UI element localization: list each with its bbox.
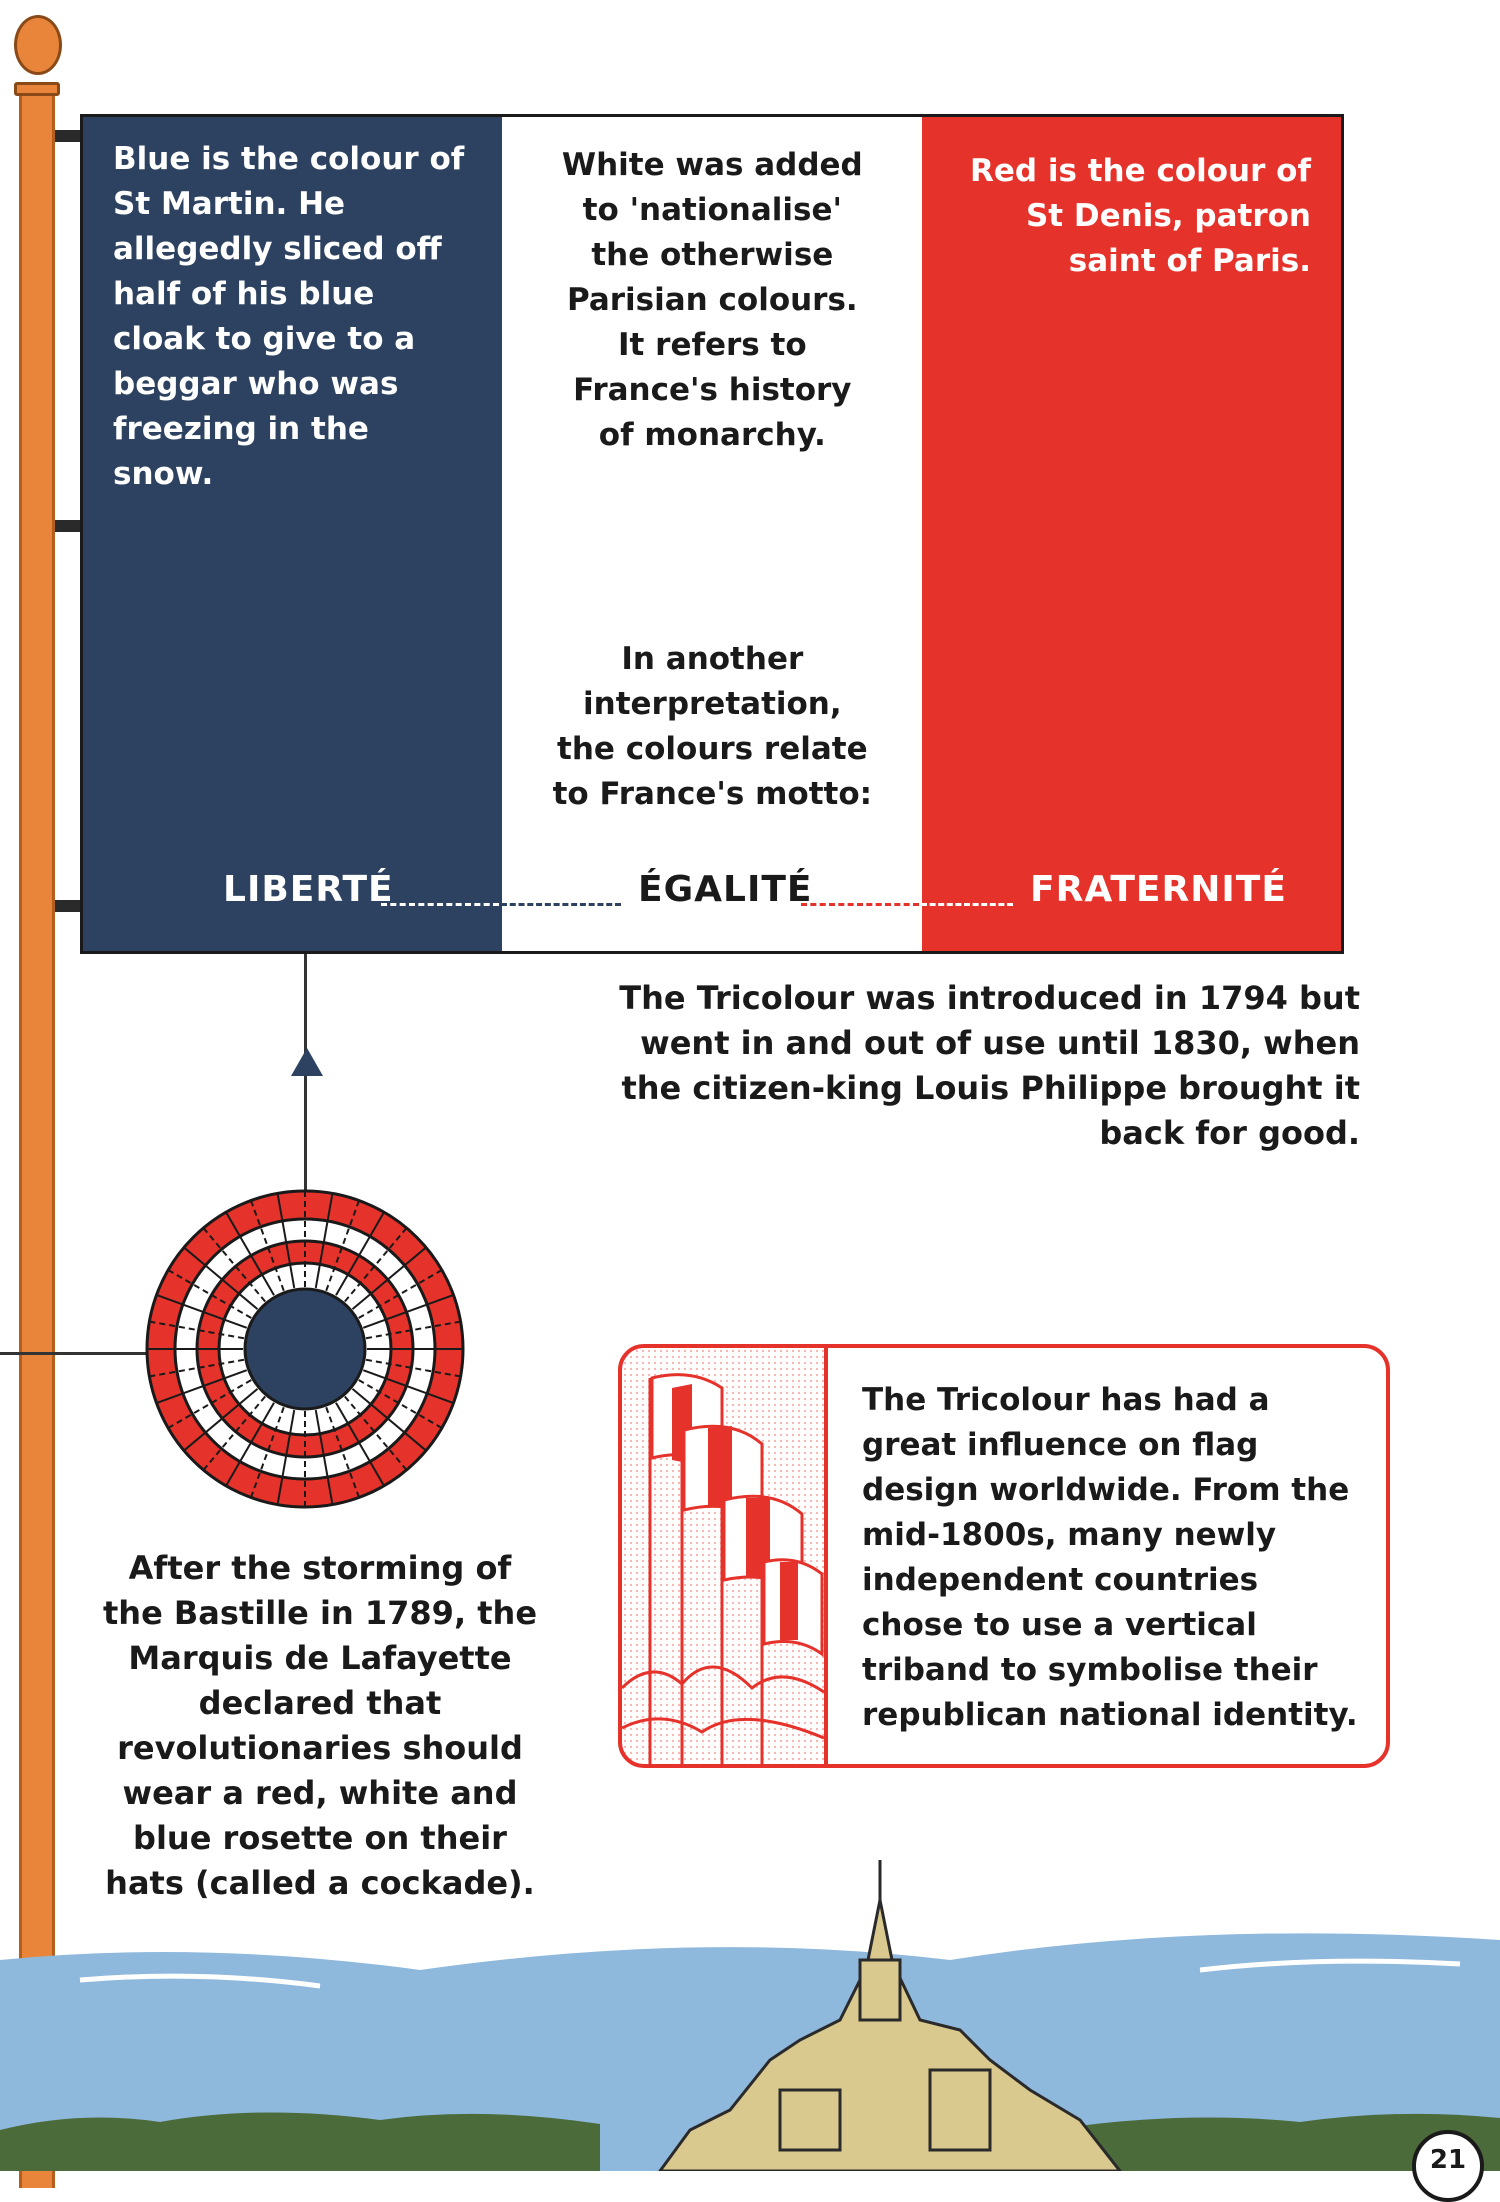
influence-box [618,1344,1390,1768]
flag-blue-stripe [83,117,502,951]
cockade-icon [140,1184,470,1514]
motto-egalite: ÉGALITÉ [638,869,813,910]
flagpole-finial-icon [14,15,62,75]
motto-liberte: LIBERTÉ [223,869,394,910]
tricolour-intro-text: The Tricolour was introduced in 1794 but went in and out of use until 1830, when the citizen-king Louis Philippe brought it back for good. [619,979,1360,1152]
flag-white-stripe [502,117,921,951]
flagpole-ring-icon [14,82,60,96]
waving-flags-icon [622,1348,828,1764]
influence-text: The Tricolour has had a great influence on flag design worldwide. From the mid-1800s, many newly independent countries chose to use a vertical triband to symbolise their republican national identity. [862,1382,1358,1733]
blue-stripe-text: Blue is the colour of St Martin. He allegedly sliced off half of his blue cloak to give to a beggar who was freezing in the snow. [113,141,465,492]
interpretation-text: In another interpretation, the colours relate to France's motto: [552,641,873,812]
flag-strap-icon [55,130,81,142]
french-tricolour-flag [80,114,1344,954]
cockade-caption: After the storming of the Bastille in 1789, the Marquis de Lafayette declared that revolutionaries should wear a red, white and blue rosette on their hats (called a cockade). [102,1549,538,1902]
red-stripe-text: Red is the colour of St Denis, patron saint of Paris. [969,153,1311,279]
white-stripe-text: White was added to 'nationalise' the otherwise Parisian colours. It refers to France's history of monarchy. [561,147,863,453]
flag-strap-icon [55,520,81,532]
motto-fraternite: FRATERNITÉ [1030,869,1287,910]
page-number: 21 [1412,2130,1484,2202]
flag-strap-icon [55,900,81,912]
motto-divider [921,903,1013,906]
mont-saint-michel-illustration [0,1860,1500,2171]
flag-red-stripe [922,117,1341,951]
connector-line [0,1352,150,1355]
motto-divider [501,903,621,906]
arrow-up-icon [291,1048,323,1076]
motto-divider [801,903,919,906]
motto-divider [381,903,499,906]
